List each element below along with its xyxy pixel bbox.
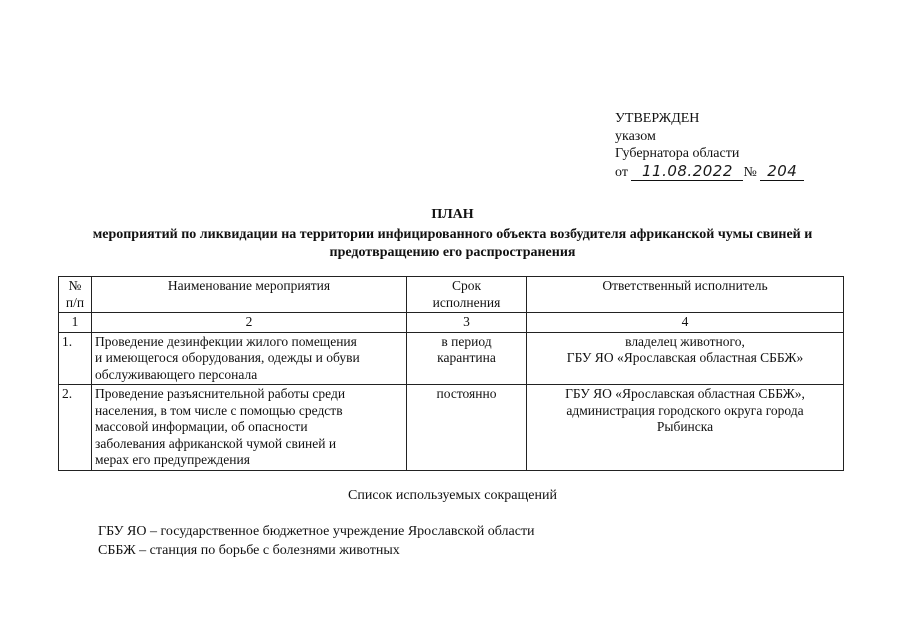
row-2-name-line: населения, в том числе с помощью средств bbox=[95, 402, 343, 418]
row-1-term-line: карантина bbox=[437, 350, 496, 365]
header-num-line-2: п/п bbox=[65, 294, 85, 310]
header-executor: Ответственный исполнитель bbox=[527, 277, 844, 313]
row-2-executor bbox=[527, 385, 844, 471]
table-header-row bbox=[59, 277, 844, 313]
index-cell-3: 3 bbox=[407, 313, 527, 333]
row-2-name-line: заболевания африканской чумой свиней и bbox=[95, 435, 337, 451]
row-1-executor bbox=[527, 332, 844, 385]
row-2-executor-line: администрация городского округа города bbox=[566, 402, 804, 418]
row-1-term-line: в период bbox=[441, 333, 492, 349]
index-cell-4: 4 bbox=[527, 313, 844, 333]
header-num-line-1: № bbox=[68, 278, 82, 293]
approval-line-2: указом bbox=[615, 128, 656, 144]
document-subtitle-line-2: предотвращению его распространения bbox=[329, 245, 576, 260]
abbreviation-item-sbbzh: СББЖ – станция по борьбе с болезнями животных bbox=[98, 543, 400, 558]
approval-line-1: УТВЕРЖДЕН bbox=[615, 111, 700, 126]
header-term-line-2: исполнения bbox=[432, 294, 501, 310]
row-1-executor-line: владелец животного, bbox=[625, 333, 745, 349]
document-heading: ПЛАН bbox=[431, 207, 474, 222]
number-prefix: № bbox=[743, 164, 757, 180]
row-2-name-line: мерах его предупреждения bbox=[95, 452, 250, 467]
table-index-row bbox=[59, 313, 844, 333]
row-2-name-line: массовой информации, об опасности bbox=[95, 419, 308, 434]
plan-table bbox=[58, 276, 844, 471]
table-row bbox=[59, 385, 844, 471]
row-1-name bbox=[92, 332, 407, 385]
index-cell-1: 1 bbox=[59, 313, 92, 333]
row-1-name-line: и имеющегося оборудования, одежды и обуви bbox=[95, 350, 360, 365]
handwritten-number: 204 bbox=[760, 163, 804, 182]
approval-date-line bbox=[615, 163, 804, 182]
row-2-executor-line: Рыбинска bbox=[656, 419, 714, 434]
document-subtitle-line-1: мероприятий по ликвидации на территории инфицированного объекта возбудителя африканской чумы свиней и bbox=[92, 227, 813, 242]
header-term bbox=[407, 277, 527, 313]
row-1-name-line: Проведение дезинфекции жилого помещения bbox=[95, 333, 357, 349]
handwritten-date: 11.08.2022 bbox=[631, 163, 743, 182]
abbreviations-heading: Список используемых сокращений bbox=[348, 488, 557, 503]
index-cell-2: 2 bbox=[92, 313, 407, 333]
row-2-executor-line: ГБУ ЯО «Ярославская областная СББЖ», bbox=[565, 386, 805, 401]
header-name: Наименование мероприятия bbox=[92, 277, 407, 313]
row-1-term bbox=[407, 332, 527, 385]
row-1-executor-line: ГБУ ЯО «Ярославская областная СББЖ» bbox=[566, 350, 804, 365]
row-2-name-line: Проведение разъяснительной работы среди bbox=[95, 386, 346, 401]
table-row bbox=[59, 332, 844, 385]
approval-line-3: Губернатора области bbox=[615, 146, 740, 161]
date-prefix: от bbox=[615, 164, 628, 180]
row-2-term bbox=[407, 385, 527, 471]
row-1-name-line: обслуживающего персонала bbox=[95, 366, 258, 382]
row-2-num: 2. bbox=[59, 385, 92, 471]
row-1-num: 1. bbox=[59, 332, 92, 385]
row-2-name bbox=[92, 385, 407, 471]
row-2-term-line: постоянно bbox=[436, 386, 497, 401]
header-num bbox=[59, 277, 92, 313]
abbreviation-item-gbu: ГБУ ЯО – государственное бюджетное учреждение Ярославской области bbox=[98, 524, 535, 539]
header-term-line-1: Срок bbox=[451, 278, 482, 293]
approval-block bbox=[615, 110, 804, 181]
